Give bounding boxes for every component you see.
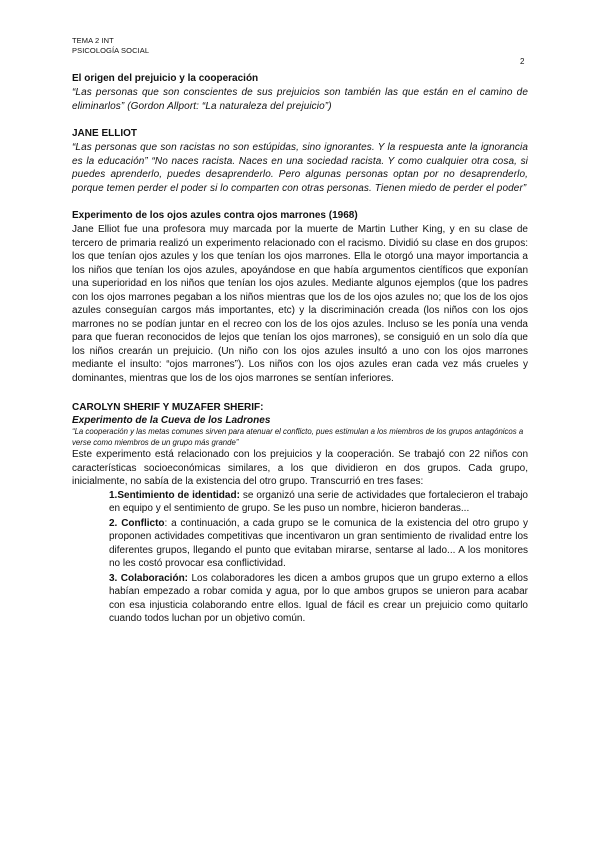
phase-item: [109, 517, 528, 571]
header-subject: PSICOLOGÍA SOCIAL: [72, 46, 150, 55]
section-sherif: [72, 401, 528, 626]
experiment-title: Experimento de los ojos azules contra ojos marrones (1968): [72, 210, 358, 221]
phase-item: [109, 572, 528, 626]
sherif-intro: Este experimento está relacionado con los prejuicios y la cooperación. Se trabajó con 22 niños con características socioeconómicas similares, a los que dividieron en dos grupos. Cada grupo, inicialmente, no sabía de la existencia del otro grupo. Transcurrió en tres fases:: [72, 449, 528, 487]
page-number: 2: [520, 57, 525, 66]
sherif-subtitle: Experimento de la Cueva de los Ladrones: [72, 415, 271, 426]
sherif-title: CAROLYN SHERIF Y MUZAFER SHERIF:: [72, 402, 264, 413]
section-elliot: [72, 127, 528, 195]
section-experiment: [72, 209, 528, 385]
section-origin: [72, 72, 528, 113]
section-origin-title: El origen del prejuicio y la cooperación: [72, 73, 259, 84]
phase-text: se organizó una serie de actividades que fortalecieron el trabajo en equipo y el sentimiento de grupo. Se les puso un nombre, hicieron banderas...: [109, 489, 528, 514]
page-header: [72, 36, 149, 56]
document-body: [72, 72, 528, 627]
experiment-body: Jane Elliot fue una profesora muy marcada por la muerte de Martin Luther King, y en su clase de tercero de primaria realizó un experimento relacionado con el racismo. Dividió su clase en dos grupos: los que tenían ojos azules y los que tenían los ojos marrones. Ella le otorgó una mayor importancia a los niños que tenían los ojos azules, apoyándose en que había argumentos científicos que exponían una superioridad en los niños que tenían los ojos azules. Mediante algunos ejemplos (que los padres con los ojos marrones pegaban a los niños mientras que los de los ojos azules no; que los de los ojos azules conseguían cargos más importantes, etc) y la discriminación creada (los niños con los ojos marrones no se podían juntar en el recreo con los de los ojos azules. Incluso se les ponía una venda para que fueran reconocidos de lejos que tenían los ojos marrones), se consiguió en un solo día que los niños crearán un prejuicio. (Un niño con los ojos azules insultó a uno con los ojos marrones mediante el insulto: “ojos marrones”). Los niños con los ojos azules eran cada vez más crueles y dominantes, mientras que los de los ojos marrones se sentían inferiores.: [72, 224, 528, 384]
phase-list: [109, 489, 528, 626]
phase-text: : a continuación, a cada grupo se le comunica de la existencia del otro grupo y proponen actividades competitivas que incentivaron un gran sentimiento de rivalidad entre los diferentes grupos, llegando el punto que evitaban mirarse, sentarse al lado... A los monitores no les costó provocar esa conflictividad.: [109, 517, 528, 569]
phase-label: 2. Conflicto: [109, 517, 165, 529]
phase-text: Los colaboradores les dicen a ambos grupos que un grupo externo a ellos habían empezado a robar comida y agua, por lo que ambos grupos se unieron para acabar con esa injusticia colaborando entre ellos. Igual de fácil es crear un prejuicio como quitarlo cuando todos luchan por un objetivo común.: [109, 572, 528, 624]
sherif-quote: “La cooperación y las metas comunes sirven para atenuar el conflicto, pues estimulan a los miembros de los grupos antagónicos a verse como miembros de un grupo más grande”: [72, 427, 524, 447]
phase-label: 1.Sentimiento de identidad:: [109, 489, 240, 501]
header-course: TEMA 2 INT: [72, 36, 114, 45]
section-elliot-title: JANE ELLIOT: [72, 128, 138, 139]
allport-quote: “Las personas que son conscientes de sus prejuicios son también las que están en el camino de eliminarlos” (Gordon Allport: “La naturaleza del prejuicio”): [72, 87, 528, 112]
phase-item: [109, 489, 528, 516]
elliot-quote: “Las personas que son racistas no son estúpidas, sino ignorantes. Y la respuesta ante la ignorancia es la educación” “No naces racista. Naces en una sociedad racista. Y como cualquier otra cosa, si puedes aprenderlo, puedes desaprenderlo. Pero algunas personas optan por no desaprenderlo, porque temen perder el poder si lo comparten con otras personas. Tienen miedo de perder el poder”: [72, 142, 528, 194]
phase-label: 3. Colaboración:: [109, 572, 189, 584]
